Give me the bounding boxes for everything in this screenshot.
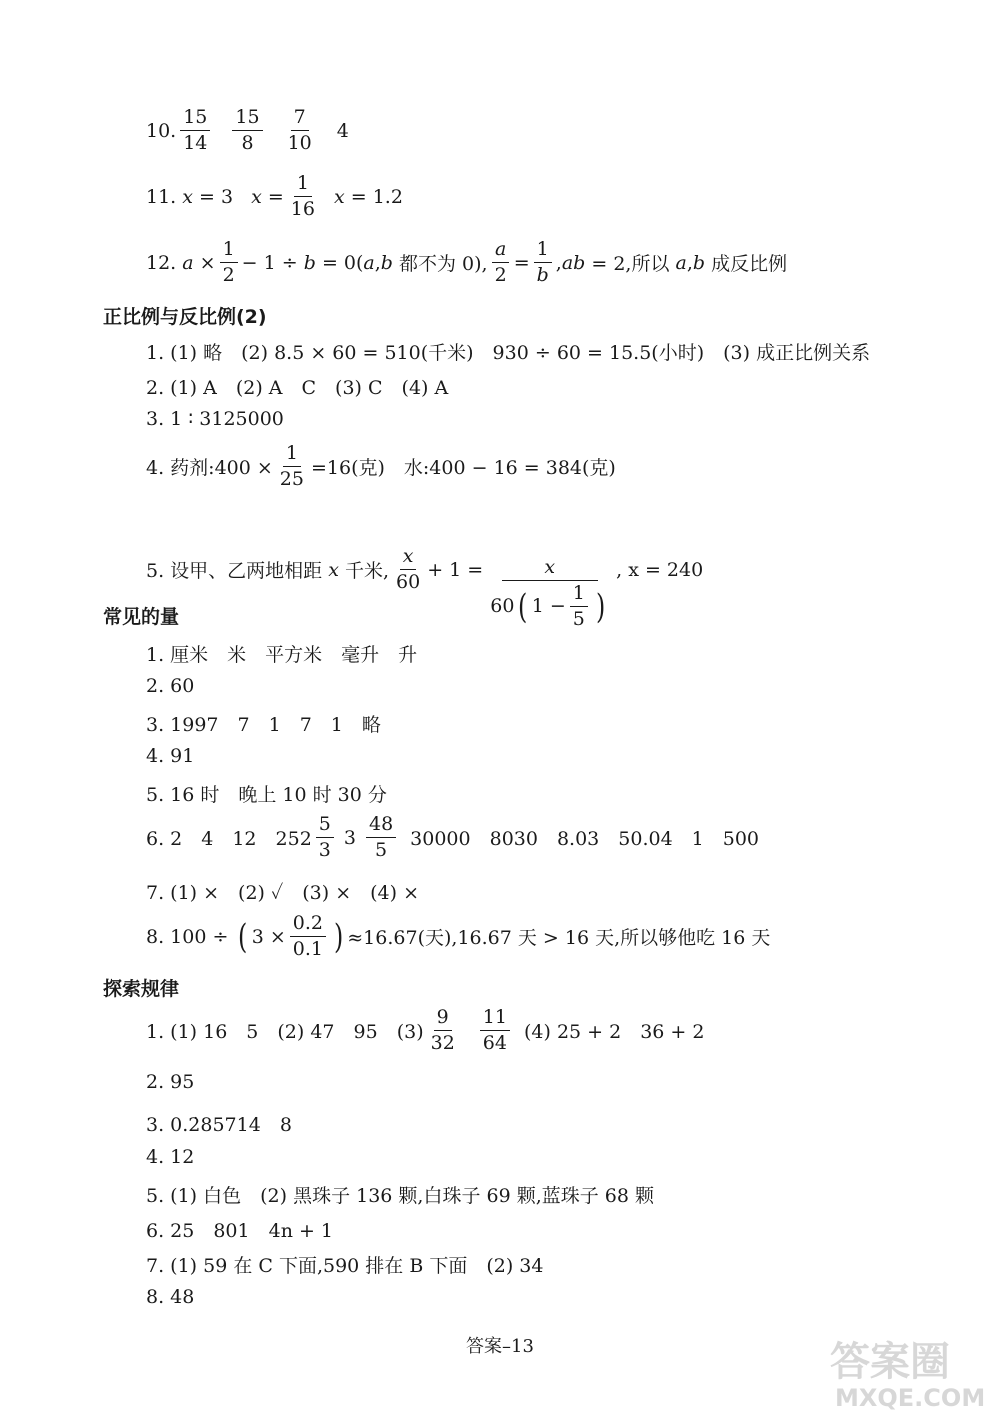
section-heading-quantities: 常见的量	[103, 606, 180, 628]
watermark-url: MXQE.COM	[835, 1384, 986, 1412]
list-item: 5. 16 时 晚上 10 时 30 分	[146, 784, 387, 806]
section-heading-patterns: 探索规律	[103, 978, 180, 1000]
fraction: $\frac{x}{60}$	[396, 545, 421, 593]
fraction: $\frac{15}{14}$	[180, 108, 210, 153]
answer-12: 12. a × $\frac{1}{2}$ − 1 ÷ b = 0( a , b 都不为 0), $\frac{a}{2}$ = $\frac{1}{b}$ , ab = 2,所以 a , b 成反比例	[146, 238, 788, 286]
fraction: $\frac{15}{8}$	[232, 108, 262, 153]
list-item: 4. 91	[146, 745, 195, 767]
list-item: 3. 1997 7 1 7 1 略	[146, 714, 381, 736]
list-item: 5. (1) 白色 (2) 黑珠子 136 颗,白珠子 69 颗,蓝珠子 68 颗	[146, 1185, 655, 1207]
fraction: $\frac{1}{2}$	[220, 240, 238, 285]
list-item: 1. (1) 略 (2) 8.5 × 60 = 510(千米) 930 ÷ 60 = 15.5(小时) (3) 成正比例关系	[146, 342, 871, 364]
fraction: $\frac{1}{25}$	[279, 442, 304, 490]
list-item: 6. 25 801 4n + 1	[146, 1220, 334, 1242]
compound-fraction: x 60 ( 1 − $\frac{1}{5}$ )	[490, 556, 606, 630]
list-item: 8. 48	[146, 1286, 195, 1308]
list-item: 4. 药剂:400 × $\frac{1}{25}$ =16(克) 水:400 − 16 = 384(克)	[146, 442, 616, 490]
answer-10: 10. $\frac{15}{14}$ $\frac{15}{8}$ $\frac{7}{10}$ 4	[146, 106, 349, 154]
fraction: $\frac{1}{5}$	[570, 584, 588, 629]
list-item: 1. 厘米 米 平方米 毫升 升	[146, 644, 418, 666]
fraction: $\frac{11}{64}$	[480, 1008, 510, 1053]
fraction: $\frac{a}{2}$	[492, 240, 510, 285]
fraction: $\frac{9}{32}$	[430, 1006, 455, 1054]
list-item: 2. 95	[146, 1071, 195, 1093]
fraction: $\frac{1}{b}$	[534, 240, 552, 285]
list-item: 1. (1) 16 5 (2) 47 95 (3) $\frac{9}{32}$ $\frac{11}{64}$ (4) 25 + 2 36 + 2	[146, 1006, 705, 1054]
list-item: 2. (1) A (2) A C (3) C (4) A	[146, 377, 449, 399]
list-item: 3. 1 ∶ 3125000	[146, 408, 284, 430]
fraction: $\frac{7}{10}$	[287, 106, 312, 154]
list-item: 6. 2 4 12 252 $\frac{5}{3}$ 3 $\frac{48}{5}$ 30000 8030 8.03 50.04 1 500	[146, 813, 760, 861]
list-item: 4. 12	[146, 1146, 195, 1168]
fraction: $\frac{48}{5}$	[366, 815, 396, 860]
section-heading-proportion: 正比例与反比例(2)	[103, 306, 267, 328]
list-item: 5. 设甲、乙两地相距 x 千米, $\frac{x}{60}$ + 1 = x 60 ( 1 − $\frac{1}{5}$ ) , x = 240	[146, 545, 704, 630]
fraction: $\frac{0.2}{0.1}$	[290, 914, 326, 959]
list-item: 8. 100 ÷ ( 3 × $\frac{0.2}{0.1}$ ) ≈16.67(天),16.67 天 > 16 天,所以够他吃 16 天	[146, 912, 771, 960]
list-item: 7. (1) × (2) ✓ (3) × (4) ×	[146, 882, 419, 904]
answer-11: 11. x = 3 x = $\frac{1}{16}$ x = 1.2	[146, 172, 403, 220]
page-number: 答案–13	[466, 1336, 534, 1357]
fraction: $\frac{5}{3}$	[316, 815, 334, 860]
watermark-logo: 答案圈	[830, 1339, 950, 1385]
list-item: 2. 60	[146, 675, 195, 697]
fraction: $\frac{1}{16}$	[290, 172, 315, 220]
list-item: 7. (1) 59 在 C 下面,590 排在 B 下面 (2) 34	[146, 1255, 544, 1277]
list-item: 3. 0.2̇85714̇ 8	[146, 1114, 292, 1136]
